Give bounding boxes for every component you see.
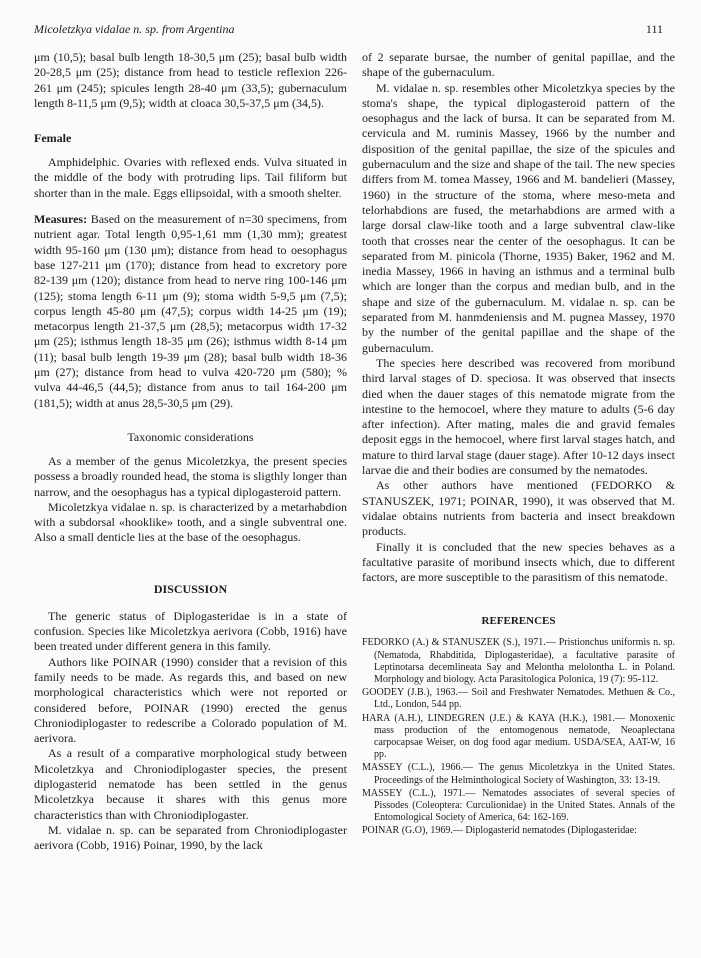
- reference-item: MASSEY (C.L.), 1971.— Nematodes associates of several species of Pissodes (Coleoptera: Curculionidae) in the United States. Annals of the Entomological Society of America, 64: 162-169.: [362, 787, 675, 824]
- references-heading: REFERENCES: [481, 615, 556, 628]
- discussion-heading: DISCUSSION: [153, 581, 228, 596]
- reference-item: MASSEY (C.L.), 1966.— The genus Micoletzkya in the United States. Proceedings of the Helminthological Society of Washington, 33: 13-19.: [362, 762, 675, 786]
- measures-text: Based on the measurement of n=30 specimens, from nutrient agar. Total length 0,95-1,61 mm (1,30 mm); greatest width 95-160 μm (130 μm); distance from head to oesophagus base 127-211 μm (170); distance from head to excretory pore 82-139 μm (120); distance from head to nerve ring 100-146 μm (125); stoma length 6-11 μm (9); stoma width 5-9,5 μm (7,5); corpus length 45-80 μm (47,5); corpus width 14-25 μm (19); metacorpus length 21-37,5 μm (28,5); metacorpus width 17-32 μm (25); isthmus length 18-35 μm (26); isthmus width 8-14 μm (11); basal bulb length 19-39 μm (28); basal bulb width 18-36 μm (27); distance from head to vulva 420-720 μm (580); % vulva 44-46,5 (44,5); distance from anus to tail 164-200 μm (181,5); width at anus 28,5-30,5 μm (29).: [34, 212, 347, 410]
- references-list: [362, 637, 675, 837]
- discussion-paragraph-2: Authors like POINAR (1990) consider that a revision of this family needs to be made. As regards this, and based on new morphological characteristics which were not reported or considered before, POINAR (1990) erected the genus Chroniodiplogaster to redescribe a Colorado population of M. aerivora.: [34, 654, 347, 746]
- discussion-paragraph-3: As a result of a comparative morphological study between Micoletzkya and Chroniodiplogaster species, the present diplogasterid nematode has been settled in the genus Micoletzkya because it shares with this genus more characteristics than with Chroniodiplogaster.: [34, 746, 347, 822]
- nutrition-paragraph: As other authors have mentioned (FEDORKO & STANUSZEK, 1971; POINAR, 1990), it was observed that M. vidalae obtains nutrients from bacteria and insect breakdown products.: [362, 478, 675, 539]
- taxonomic-heading: Taxonomic considerations: [127, 429, 254, 444]
- taxonomic-paragraph-1: As a member of the genus Micoletzkya, the present species possess a broadly rounded head, the stoma is sligthly longer than narrow, and the oesophagus has a typical diplogasteroid pattern.: [34, 453, 347, 499]
- taxonomic-paragraph-2: Micoletzkya vidalae n. sp. is characterized by a metarhabdion with a subdorsal «hooklike» tooth, and a single subventral one. Also a small denticle lies at the base of the oesophagus.: [34, 499, 347, 545]
- running-title: Micoletzkya vidalae n. sp. from Argentina: [34, 22, 235, 36]
- measures-paragraph: [34, 212, 347, 411]
- page-number: 111: [645, 22, 663, 36]
- measures-label: Measures:: [34, 212, 88, 227]
- reference-item: GOODEY (J.B.), 1963.— Soil and Freshwater Nematodes. Methuen & Co., Ltd., London, 544 pp.: [362, 687, 675, 711]
- discussion-paragraph-1: The generic status of Diplogasteridae is in a state of confusion. Species like Micoletzkya aerivora (Cobb, 1916) have been treated under different genera in this family.: [34, 608, 347, 654]
- discussion-paragraph-4: M. vidalae n. sp. can be separated from Chroniodiplogaster aerivora (Cobb, 1916) Poinar, 1990, by the lack: [34, 822, 347, 853]
- life-cycle-paragraph: The species here described was recovered from moribund third larval stages of D. speciosa. It was observed that insects died when the dauer stages of this nematode migrate from the intestine to the hemocoel, where they mature to adults (5-6 day after infection). After mating, males die and gravid females deposit eggs in the hemocoel, where first larval stages hatch, and mature to third larval stage (dauer stage). After 10-12 days insect larvae die and their bodies are consumed by the nematodes.: [362, 355, 675, 478]
- comparison-paragraph: M. vidalae n. sp. resembles other Micoletzkya species by the stoma's shape, the typical diplogasteroid pattern of the oesophagus and the lack of bursa. It can be separated from M. cervicula and M. ruminis Massey, 1966 by the number and disposition of the genital papillae, the size of the spicules and gubernaculum and the size and shape of the tail. The new species differs from M. tomea Massey, 1966 and M. bandelieri (Massey, 1960) in the structure of the stoma, where meso-meta and telorhabdions are fused, the metarhabdions are armed with a large dorsal claw-like tooth and a large subventral claw-like tooth that crosses near the center of the oesophagus. It can be separated from M. pinicola (Thorne, 1935) Baker, 1962 and M. inedia Massey, 1966 in having an isthmus and a terminal bulb which are longer than the corpus and median bulb, and in the shape and size of the gubernaculum. M. vidalae n. sp. can be separated from M. hanmdeniensis and M. pugnea Massey, 1970 by the number of the genital papillae and the shape of the gubernaculum.: [362, 80, 676, 355]
- reference-item: HARA (A.H.), LINDEGREN (J.E.) & KAYA (H.K.), 1981.— Monoxenic mass production of the entomogenous nematode, Neoaplectana carpocapsae Weiser, on dog food agar medium. USDA/SEA, AAT-W, 16 pp.: [362, 712, 675, 761]
- female-heading: Female: [34, 131, 72, 146]
- conclusion-paragraph: Finally it is concluded that the new species behaves as a facultative parasite of moribund insects which, due to different factors, are more susceptible to the parasitism of this nematode.: [362, 539, 675, 585]
- reference-item: POINAR (G.O), 1969.— Diplogasterid nematodes (Diplogasteridae:: [362, 825, 637, 837]
- left-column: [34, 50, 347, 853]
- male-measures-continued: μm (10,5); basal bulb length 18-30,5 μm (25); basal bulb width 20-28,5 μm (25); distance from head to testicle reflexion 226-261 μm (245); spicules length 28-40 μm (33,5); gubernaculum length 8-11,5 μm (9,5); width at cloaca 30,5-37,5 μm (34,5).: [34, 50, 347, 110]
- reference-item: FEDORKO (A.) & STANUSZEK (S.), 1971.— Pristionchus uniformis n. sp. (Nematoda, Rhabditida, Diplogasteridae), a facultative parasite of Leptinotarsa decemlineata Say and Melontha melolontha L. in Poland. Morphology and biology. Acta Parasitologica Polonica, 19 (7): 95-112.: [362, 637, 675, 685]
- discussion-continued: of 2 separate bursae, the number of genital papillae, and the shape of the gubernaculum.: [362, 50, 675, 80]
- female-description: Amphidelphic. Ovaries with reflexed ends. Vulva situated in the middle of the body with protruding lips. Tail filiform but shorter than in the male. Eggs ellipsoidal, with a smooth shelter.: [34, 155, 347, 200]
- right-column: [362, 50, 675, 839]
